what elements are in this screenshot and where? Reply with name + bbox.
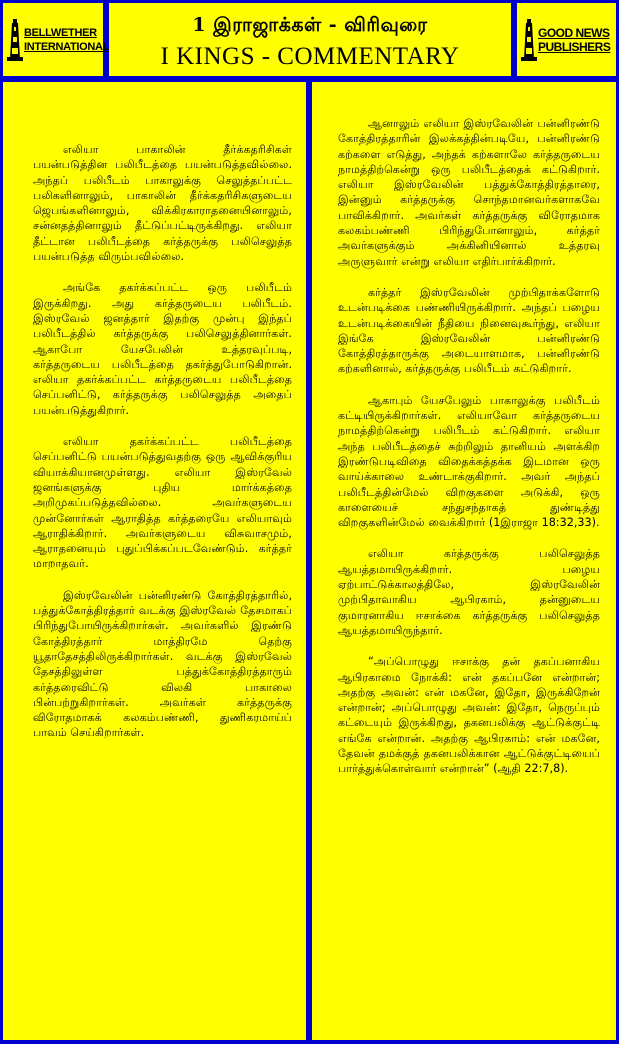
paragraph: எலியா தகர்க்கப்பட்ட பலிபீடத்தை செப்பனிட்டு பயன்படுத்துவதற்கு ஒரு ஆவிக்குரிய வியாக்கியானமுள்ளது. எலியா இஸ்ரவேல் ஜனங்களுக்கு புதிய மார்க்கத்தை அறிமுகப்படுத்தவில்லை. அவர்களுடைய முன்னோர்கள் ஆராதித்த கர்த்தரையே எலியாவும் ஆராதிக்கிறார். அவர்களுடைய விசுவாசமும், ஆராதனையும் புதுப்பிக்கப்படவேண்டும். கர்த்தர் மாறாதவர். [33, 435, 292, 571]
title-tamil: 1 இராஜாக்கள் - விரிவுரை [192, 14, 428, 36]
logo-right-line1: GOOD NEWS [538, 25, 610, 40]
title-english: I KINGS - COMMENTARY [160, 43, 460, 70]
logo-right-line2: PUBLISHERS [538, 39, 611, 54]
paragraph: எலியா பாகாலின் தீர்க்கதரிசிகள் பயன்படுத்தின பலிபீடத்தை பயன்படுத்தவில்லை. அந்தப் பலிபீடம் பாகாலுக்கு செலுத்தப்பட்ட பலிகளினாலும், பாகாலின் தீர்க்கதரிசிகளுடைய ஜெபங்களினாலும், விக்கிரகாராதனையினாலும், சன்னதத்தினாலும் தீட்டுப்பட்டிருக்கிறது. எலியா தீட்டான பலிபீடத்தை கர்த்தருக்கு பலிசெலுத்த பயன்படுத்த விரும்பவில்லை. [33, 143, 292, 264]
logo-left-line1: BELLWETHER [24, 26, 97, 39]
page-title [109, 3, 511, 76]
paragraph: எலியா கர்த்தருக்கு பலிசெலுத்த ஆயத்தமாயிருக்கிறார். பழைய ஏற்பாட்டுக்காலத்திலே, இஸ்ரவேலின் முற்பிதாவாகிய ஆபிரகாம், தன்னுடைய குமாரனாகிய ஈசாக்கை கர்த்தருக்கு பலிசெலுத்த ஆயத்தமாயிருந்தார். [338, 547, 600, 637]
paragraph: ஆகாபும் யேசபேலும் பாகாலுக்கு பலிபீடம் கட்டியிருக்கிறார்கள். எலியாவோ கர்த்தருடைய நாமத்திற்கென்று பலிபீடம் கட்டுகிறார். எலியா அந்த பலிபீடத்தைச் சுற்றிலும் தானியம் அளக்கிற இரண்டுபடிவிதை விதைக்கத்தக்க இடமான ஒரு வாய்க்காலை உண்டாக்குகிறார். அவர் அந்தப் பலிபீடத்தின்மேல் விறகுகளை அடுக்கி, ஒரு காளையைச் சந்துசந்தாகத் துண்டித்து விறகுகளின்மேல் வைக்கிறார் (1இராஜா 18:32,33). [338, 393, 600, 530]
publisher-logo-right [517, 3, 616, 76]
logo-left-line2: INTERNATIONAL [24, 40, 110, 53]
paragraph: கர்த்தர் இஸ்ரவேலின் முற்பிதாக்களோடு உடன்படிக்கை பண்ணியிருக்கிறார். அந்தப் பழைய உடன்படிக்கையின் நீதியை நினைவுகூர்ந்து, எலியா இங்கே இஸ்ரவேலின் பன்னிரண்டு கோத்திரத்தாருக்கு அடையாளமாக, பன்னிரண்டு கற்களினால், கர்த்தருக்கு பலிபீடம் கட்டுகிறார். [338, 285, 600, 376]
right-column [312, 82, 616, 1040]
paragraph: ஆனாலும் எலியா இஸ்ரவேலின் பன்னிரண்டு கோத்திரத்தாரின் இலக்கத்தின்படியே, பன்னிரண்டு கற்களை எடுத்து, அந்தக் கற்களாலே கர்த்தருடைய நாமத்திற்கென்று ஒரு பலிபீடத்தைக் கட்டுகிறார். எலியா இஸ்ரவேலின் பத்துக்கோத்திரத்தாரை, இன்னும் கர்த்தருக்கு சொந்தமானவர்களாகவே பாவிக்கிறார். அவர்கள் கர்த்தருக்கு விரோதமாக கலகம்பண்ணி பிரிந்துபோனாலும், கர்த்தர் அவர்களுக்கும் அக்கினியினால் உத்தரவு அருளுவார் என்று எலியா எதிர்பார்க்கிறார். [338, 117, 600, 268]
tower-icon [521, 19, 537, 61]
paragraph: அங்கே தகர்க்கப்பட்ட ஒரு பலிபீடம் இருக்கிறது. அது கர்த்தருடைய பலிபீடம். இஸ்ரவேல் ஜனத்தார் இதற்கு முன்பு இந்தப் பலிபீடத்தில் கர்த்தருக்கு பலிசெலுத்தினார்கள். ஆகாபோ யேசபேலின் உத்தரவுப்படி, கர்த்தருடைய பலிபீடத்தை தகர்த்துபோடுகிறான். எலியா தகர்க்கப்பட்ட கர்த்தருடைய பலிபீடத்தை செப்பனிட்டு, கர்த்தருக்கு பலிசெலுத்த அதைப் பயன்படுத்துகிறார். [33, 281, 292, 417]
left-column [3, 82, 306, 1040]
bible-quote: “அப்பொழுது ஈசாக்கு தன் தகப்பனாகிய ஆபிரகாமை நோக்கி: என் தகப்பனே என்றான்; அதற்கு அவன்: என் மகனே, இதோ, இருக்கிறேன் என்றான்; அப்பொழுது அவன்: இதோ, நெருப்பும் கட்டையும் இருக்கிறது, தகனபலிக்கு ஆட்டுக்குட்டி எங்கே என்றான். அதற்கு ஆபிரகாம்: என் மகனே, தேவன் தமக்குத் தகனபலிக்கான ஆட்டுக்குட்டியைப் பார்த்துக்கொள்வார் என்றான்” (ஆதி 22:7,8). [338, 655, 600, 776]
publisher-logo-left [3, 3, 110, 76]
paragraph: இஸ்ரவேலின் பன்னிரண்டு கோத்திரத்தாரில், பத்துக்கோத்திரத்தார் வடக்கு இஸ்ரவேல் தேசமாகப் பிரிந்துபோயிருக்கிறார்கள். அவர்களில் இரண்டு கோத்திரத்தார் மாத்திரமே தெற்கு யூதாதேசத்திலிருக்கிறார்கள். வடக்கு இஸ்ரவேல் தேசத்திலுள்ள பத்துக்கோத்திரத்தாரும் கர்த்தரைவிட்டு விலகி பாகாலை பின்பற்றுகிறார்கள். அவர்கள் கர்த்தருக்கு விரோதமாகக் கலகம்பண்ணி, துணிகரமாய்ப் பாவம் செய்கிறார்கள். [33, 588, 292, 740]
tower-icon [7, 19, 23, 61]
